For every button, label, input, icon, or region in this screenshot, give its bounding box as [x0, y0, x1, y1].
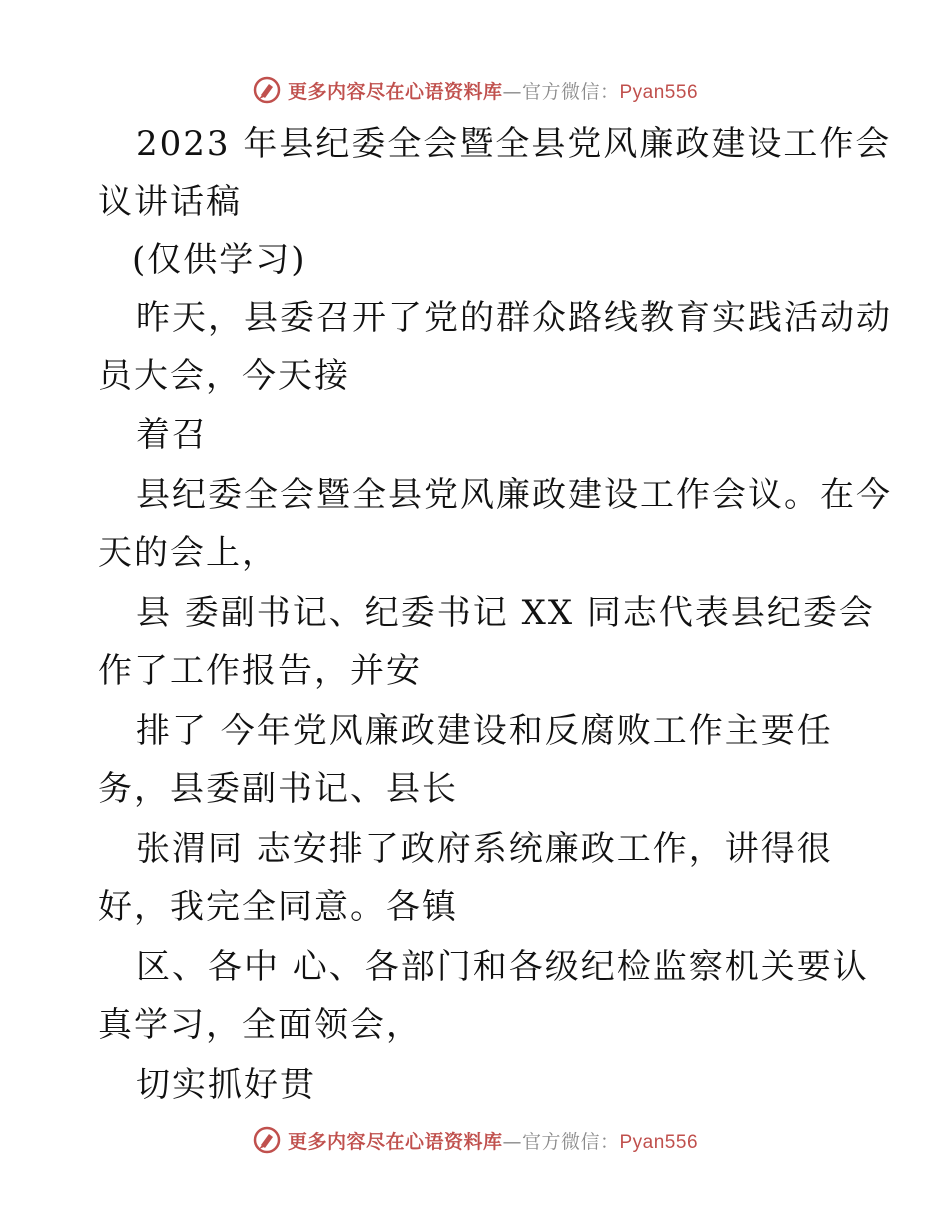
watermark-wechat-id: Pyan556: [619, 81, 699, 103]
footer-watermark: [0, 1120, 950, 1160]
paragraph-line: 县纪委全会暨全县党风廉政建设工作会议。在今: [136, 475, 892, 515]
paragraph-line: 真学习，全面领会，: [98, 1005, 422, 1045]
pen-nib-logo-icon: [252, 75, 282, 105]
paragraph-line: 天的会上，: [98, 533, 278, 573]
watermark-brand: 更多内容尽在心语资料库: [287, 80, 503, 103]
paragraph-line: 好，我完全同意。各镇: [98, 887, 458, 927]
paragraph-line: 排了 今年党风廉政建设和反腐败工作主要任: [136, 711, 833, 751]
watermark-wechat-id: Pyan556: [619, 1131, 699, 1153]
watermark-separator: —: [502, 1130, 522, 1153]
pen-nib-logo-icon: [252, 1125, 282, 1155]
paragraph-line: 员大会，今天接: [98, 356, 350, 396]
watermark-label: 官方微信：: [521, 1130, 620, 1153]
paragraph-line: 区、各中 心、各部门和各级纪检监察机关要认: [136, 947, 869, 987]
watermark-text: [288, 1127, 698, 1154]
paragraph-line: 着召: [136, 415, 208, 455]
paragraph-line: 县 委副书记、纪委书记 XX 同志代表县纪委会: [136, 593, 875, 633]
document-title-line-1: 2023 年县纪委全会暨全县党风廉政建设工作会: [136, 124, 892, 164]
paragraph-line: 切实抓好贯: [136, 1065, 316, 1105]
watermark-label: 官方微信：: [521, 80, 620, 103]
document-subtitle: (仅供学习): [132, 240, 307, 280]
document-title-line-2: 议讲话稿: [98, 182, 242, 222]
watermark-brand: 更多内容尽在心语资料库: [287, 1130, 503, 1153]
paragraph-line: 务，县委副书记、县长: [98, 769, 458, 809]
paragraph-line: 昨天，县委召开了党的群众路线教育实践活动动: [136, 298, 892, 338]
paragraph-line: 张渭同 志安排了政府系统廉政工作，讲得很: [136, 829, 833, 869]
paragraph-line: 作了工作报告，并安: [98, 651, 422, 691]
watermark-separator: —: [502, 80, 522, 103]
header-watermark: [0, 70, 950, 110]
watermark-text: [288, 77, 698, 104]
